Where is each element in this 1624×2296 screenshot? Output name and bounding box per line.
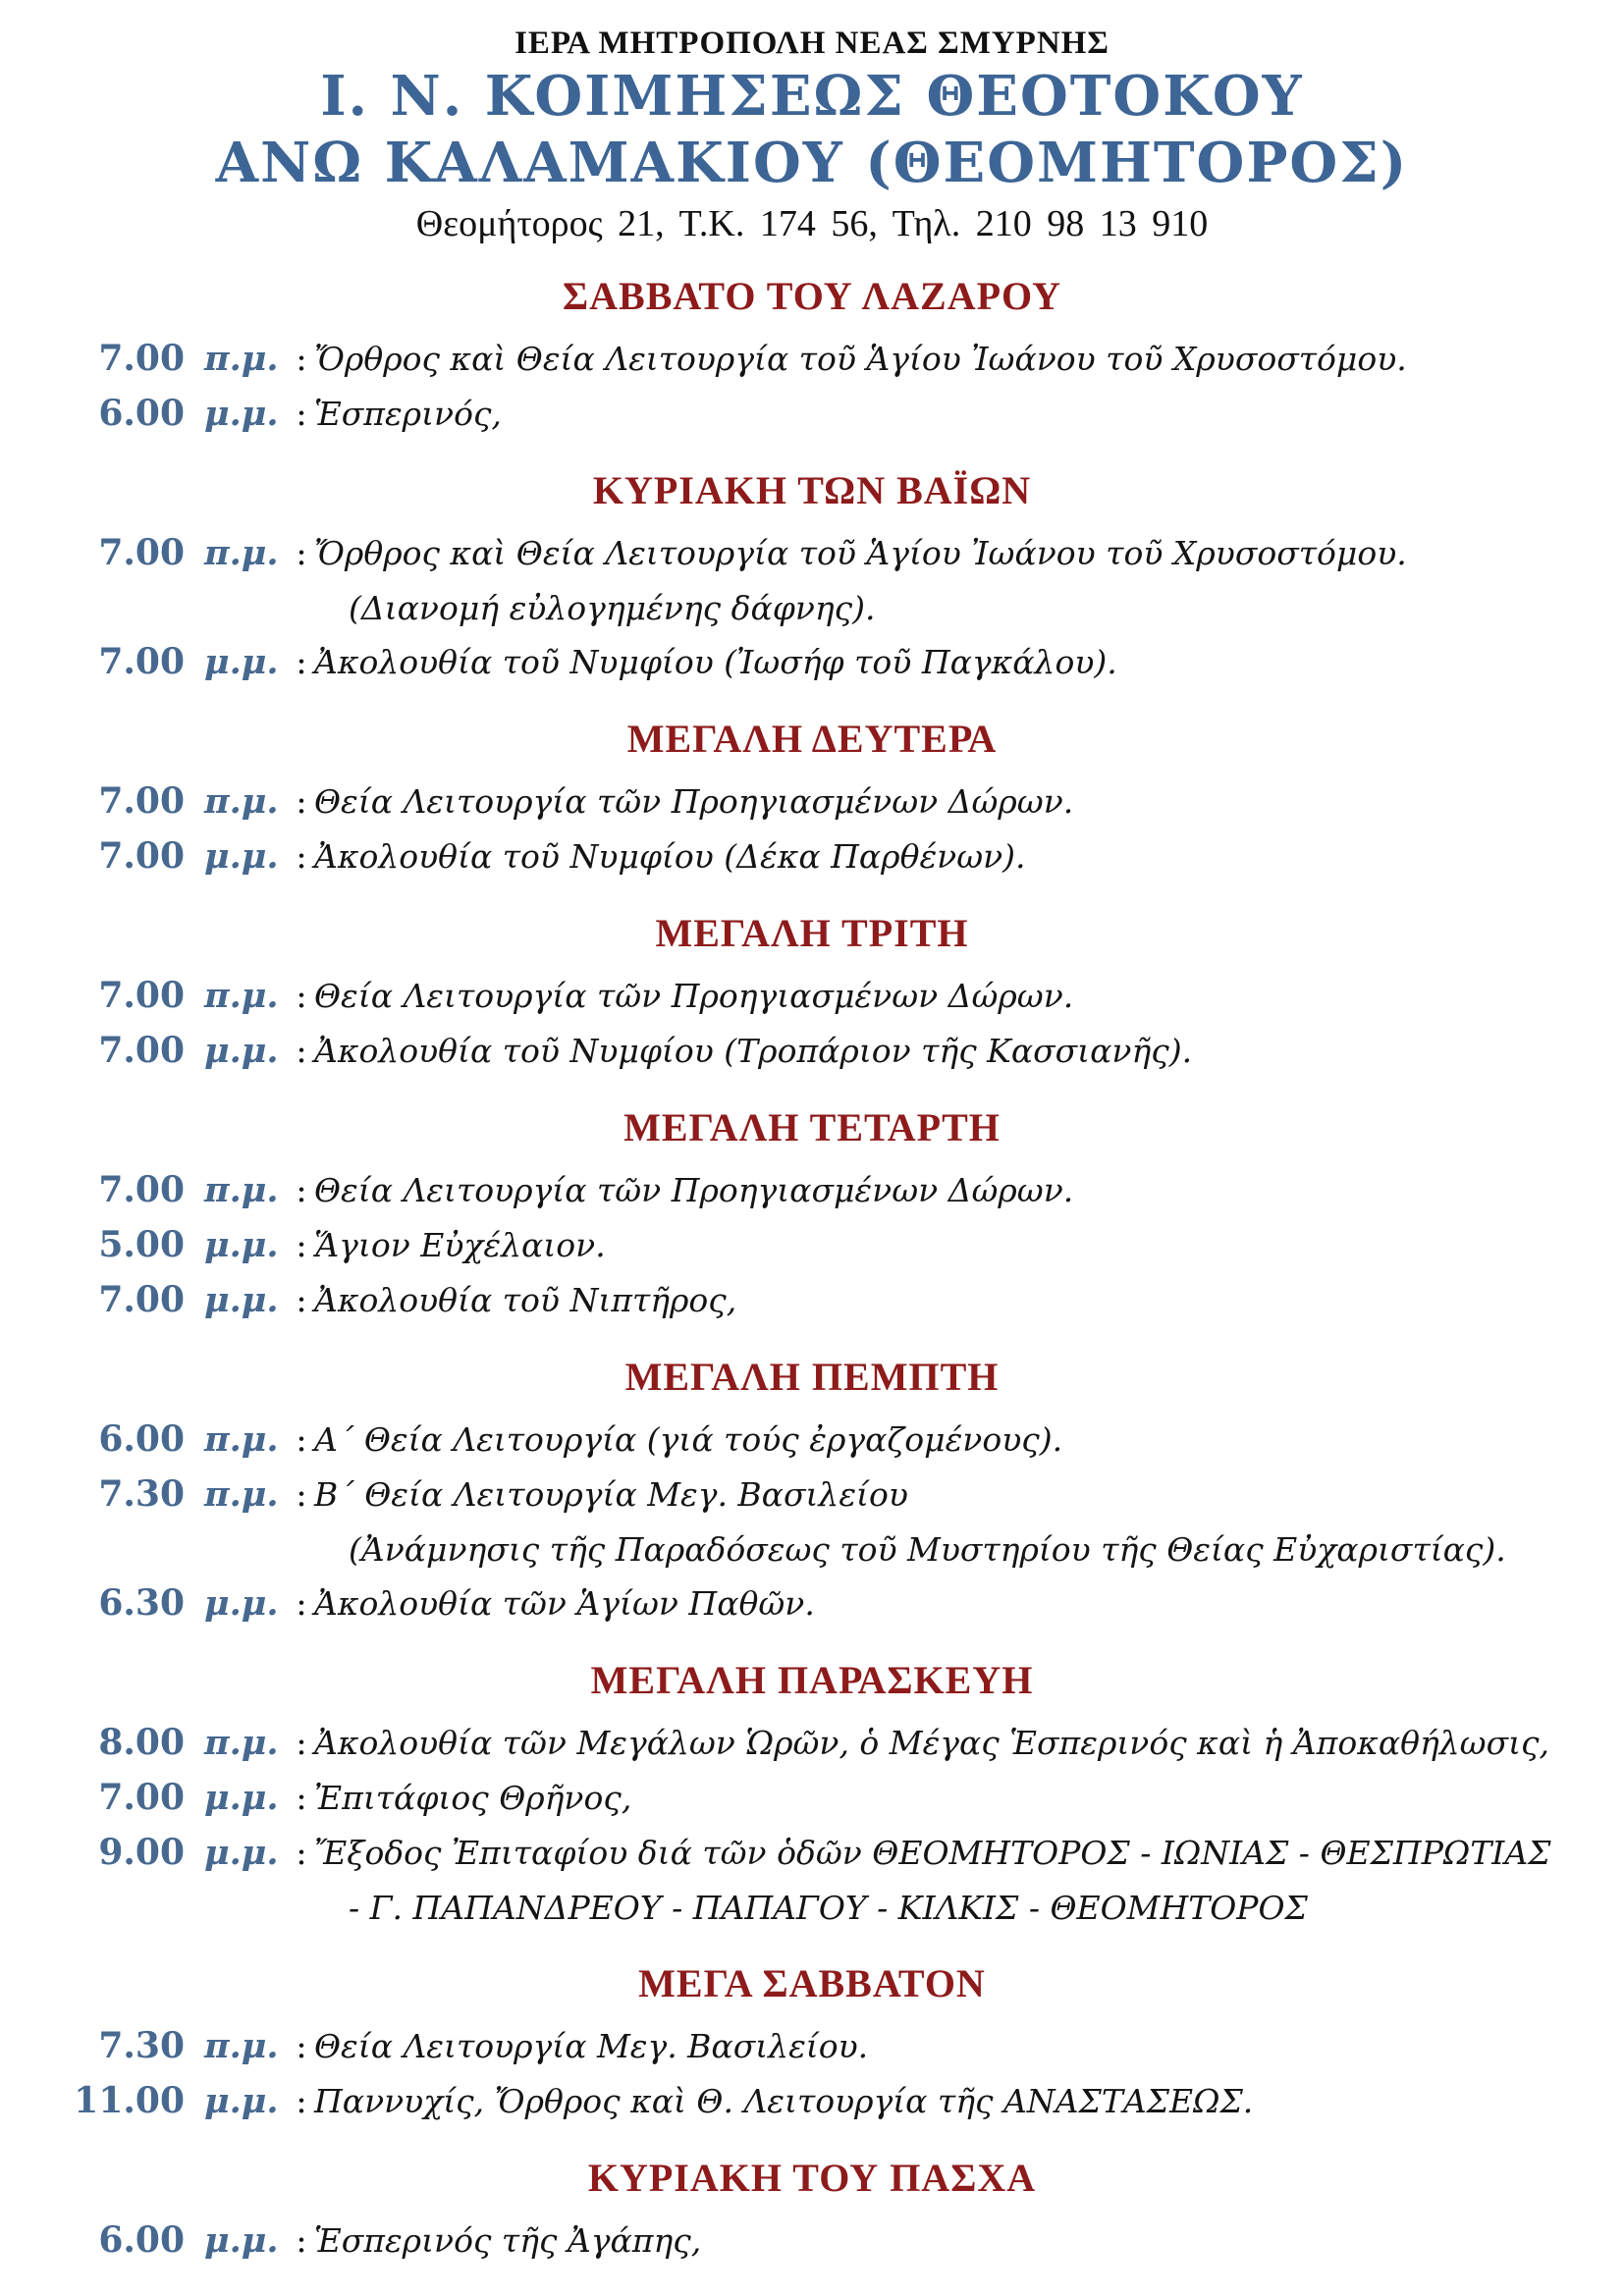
schedule-entry [69,387,1555,442]
entry-separator: : [296,1226,307,1266]
schedule-sections [69,275,1555,2269]
entry-description: Θεία Λειτουργία τῶν Προηγιασμένων Δώρων. [314,782,1074,822]
schedule-section [69,718,1555,884]
entry-description: Ἀκολουθία τοῦ Νυμφίου (Δέκα Παρθένων). [314,837,1026,877]
entry-time: 7.00 [98,1030,185,1072]
entry-separator: : [296,2082,307,2122]
church-address: Θεομήτορος 21, Τ.Κ. 174 56, Τηλ. 210 98 13 910 [415,202,1209,244]
schedule-entry [69,1468,1555,1522]
entry-period: μ.μ. [204,2220,279,2262]
entry-description: Παννυχίς, Ὄρθρος καὶ Θ. Λειτουργία τῆς ΑΝΑΣΤΑΣΕΩΣ. [314,2082,1254,2121]
section-heading: ΚΥΡΙΑΚΗ ΤΟΥ ΠΑΣΧΑ [587,2156,1037,2201]
entry-time: 5.00 [98,1224,185,1266]
schedule-section [69,2157,1555,2269]
entry-description: Β΄ Θεία Λειτουργία Μεγ. Βασιλείου [314,1475,908,1515]
entry-separator: : [296,977,307,1017]
document-header [69,26,1555,247]
entry-description: Θεία Λειτουργία τῶν Προηγιασμένων Δώρων. [314,1171,1074,1210]
entry-separator: : [296,782,307,823]
entry-separator: : [296,1724,307,1764]
section-heading: ΚΥΡΙΑΚΗ ΤΩΝ ΒΑΪΩΝ [592,468,1032,513]
entry-period: π.μ. [204,2026,279,2067]
entry-description: Ἔξοδος Ἐπιταφίου διά τῶν ὁδῶν ΘΕΟΜΗΤΟΡΟΣ - ΙΩΝΙΑΣ - ΘΕΣΠΡΩΤΙΑΣ [314,1834,1551,1873]
schedule-entry [69,332,1555,387]
section-heading: ΜΕΓΑΛΗ ΤΕΤΑΡΤΗ [623,1105,1001,1150]
entry-separator: : [296,837,307,878]
schedule-entry [69,1826,1555,1881]
entry-time: 6.00 [98,393,185,435]
schedule-entry [69,1716,1555,1771]
entry-time: 7.00 [98,780,185,823]
entry-separator: : [296,643,307,683]
entry-separator: : [296,1475,307,1516]
schedule-entry [69,1218,1555,1273]
entry-time: 7.00 [98,1777,185,1819]
entry-description: Ἀκολουθία τῶν Μεγάλων Ὡρῶν, ὁ Μέγας Ἑσπερινός καὶ ἡ Ἀποκαθήλωσις, [314,1724,1550,1763]
section-heading: ΜΕΓΑΛΗ ΠΕΜΠΤΗ [624,1355,1000,1400]
entry-separator: : [296,1420,307,1461]
schedule-entry [69,829,1555,884]
section-heading: ΜΕΓΑ ΣΑΒΒΑΤΟΝ [638,1961,986,2006]
entry-time: 7.00 [98,1169,185,1211]
entry-period: π.μ. [204,1723,279,1764]
entry-period: μ.μ. [204,2081,279,2122]
schedule-section [69,469,1555,690]
schedule-section [69,1106,1555,1328]
entry-description-continuation: (Ἀνάμνησις τῆς Παραδόσεως τοῦ Μυστηρίου τῆς Θείας Εὐχαριστίας). [349,1530,1506,1570]
entry-period: μ.μ. [204,1225,279,1266]
entry-period: π.μ. [204,1474,279,1516]
entry-period: π.μ. [204,1170,279,1211]
entry-period: μ.μ. [204,1280,279,1321]
church-name-line2: ΑΝΩ ΚΑΛΑΜΑΚΙΟΥ (ΘΕΟΜΗΤΟΡΟΣ) [215,131,1409,196]
entry-time: 6.00 [98,2219,185,2262]
entry-separator: : [296,1779,307,1819]
entry-description: Ἑσπερινός, [314,395,502,434]
schedule-entry [69,1771,1555,1826]
entry-time: 7.00 [98,641,185,683]
entry-time: 7.00 [98,975,185,1017]
schedule-entry [69,969,1555,1024]
entry-description: Ὄρθρος καὶ Θεία Λειτουργία τοῦ Ἁγίου Ἰωάνου τοῦ Χρυσοστόμου. [314,534,1407,573]
schedule-entry [69,1413,1555,1468]
entry-description: Ἐπιτάφιος Θρῆνος, [314,1779,632,1818]
entry-description: Ἀκολουθία τοῦ Νυμφίου (Τροπάριον τῆς Κασσιανῆς). [314,1032,1193,1071]
entry-separator: : [296,2027,307,2067]
entry-period: μ.μ. [204,836,279,878]
entry-description-continuation: (Διανομή εὐλογημένης δάφνης). [349,589,876,628]
entry-time: 8.00 [98,1722,185,1764]
entry-separator: : [296,340,307,380]
entry-separator: : [296,2221,307,2262]
schedule-section [69,1962,1555,2129]
entry-time: 7.00 [98,835,185,878]
entry-description: Θεία Λειτουργία τῶν Προηγιασμένων Δώρων. [314,977,1074,1016]
entry-time: 9.00 [98,1832,185,1874]
entry-separator: : [296,1834,307,1874]
entry-time: 7.30 [98,2025,185,2067]
church-name-line1: Ι. Ν. ΚΟΙΜΗΣΕΩΣ ΘΕΟΤΟΚΟΥ [320,63,1304,129]
entry-separator: : [296,1032,307,1072]
entry-separator: : [296,395,307,435]
entry-period: μ.μ. [204,394,279,435]
section-heading: ΜΕΓΑΛΗ ΤΡΙΤΗ [655,911,969,956]
schedule-section [69,1356,1555,1631]
entry-time: 6.00 [98,1418,185,1461]
entry-period: μ.μ. [204,1833,279,1874]
entry-time: 11.00 [74,2080,185,2122]
entry-time: 7.00 [98,338,185,380]
metropolis-title: ΙΕΡΑ ΜΗΤΡΟΠΟΛΗ ΝΕΑΣ ΣΜΥΡΝΗΣ [514,26,1110,61]
schedule-entry [69,1024,1555,1079]
schedule-entry [69,2214,1555,2269]
entry-time: 7.00 [98,1279,185,1321]
section-heading: ΣΑΒΒΑΤΟ ΤΟΥ ΛΑΖΑΡΟΥ [563,274,1061,319]
entry-period: π.μ. [204,533,279,574]
schedule-section [69,275,1555,442]
schedule-entry [69,2019,1555,2074]
entry-period: μ.μ. [204,1583,279,1625]
entry-description: Θεία Λειτουργία Μεγ. Βασιλείου. [314,2027,869,2066]
entry-period: π.μ. [204,339,279,380]
entry-separator: : [296,534,307,574]
entry-period: μ.μ. [204,1778,279,1819]
entry-period: π.μ. [204,976,279,1017]
schedule-entry [69,1576,1555,1631]
entry-description: Ἑσπερινός τῆς Ἀγάπης, [314,2221,702,2261]
entry-separator: : [296,1281,307,1321]
schedule-entry [69,635,1555,690]
entry-description: Ἅγιον Εὐχέλαιον. [314,1226,606,1265]
entry-description-continuation: - Γ. ΠΑΠΑΝΔΡΕΟΥ - ΠΑΠΑΓΟΥ - ΚΙΛΚΙΣ - ΘΕΟΜΗΤΟΡΟΣ [349,1889,1308,1928]
entry-description: Α΄ Θεία Λειτουργία (γιά τούς ἐργαζομένους). [314,1420,1063,1460]
entry-period: μ.μ. [204,1031,279,1072]
section-heading: ΜΕΓΑΛΗ ΔΕΥΤΕΡΑ [626,717,998,762]
entry-description: Ἀκολουθία τῶν Ἁγίων Παθῶν. [314,1584,815,1624]
schedule-section [69,912,1555,1079]
schedule-entry [69,1163,1555,1218]
entry-time: 7.00 [98,532,185,574]
entry-period: μ.μ. [204,642,279,683]
entry-separator: : [296,1171,307,1211]
schedule-entry [69,526,1555,581]
schedule-entry [69,2074,1555,2129]
entry-time: 6.30 [98,1582,185,1625]
entry-description: Ὄρθρος καὶ Θεία Λειτουργία τοῦ Ἁγίου Ἰωάνου τοῦ Χρυσοστόμου. [314,340,1407,379]
schedule-entry [69,774,1555,829]
entry-period: π.μ. [204,1419,279,1461]
entry-description: Ἀκολουθία τοῦ Νυμφίου (Ἰωσήφ τοῦ Παγκάλου). [314,643,1117,682]
section-heading: ΜΕΓΑΛΗ ΠΑΡΑΣΚΕΥΗ [590,1658,1034,1703]
entry-separator: : [296,1584,307,1625]
entry-period: π.μ. [204,781,279,823]
entry-description: Ἀκολουθία τοῦ Νιπτῆρος, [314,1281,737,1320]
entry-time: 7.30 [98,1473,185,1516]
schedule-entry [69,1273,1555,1328]
schedule-section [69,1659,1555,1935]
